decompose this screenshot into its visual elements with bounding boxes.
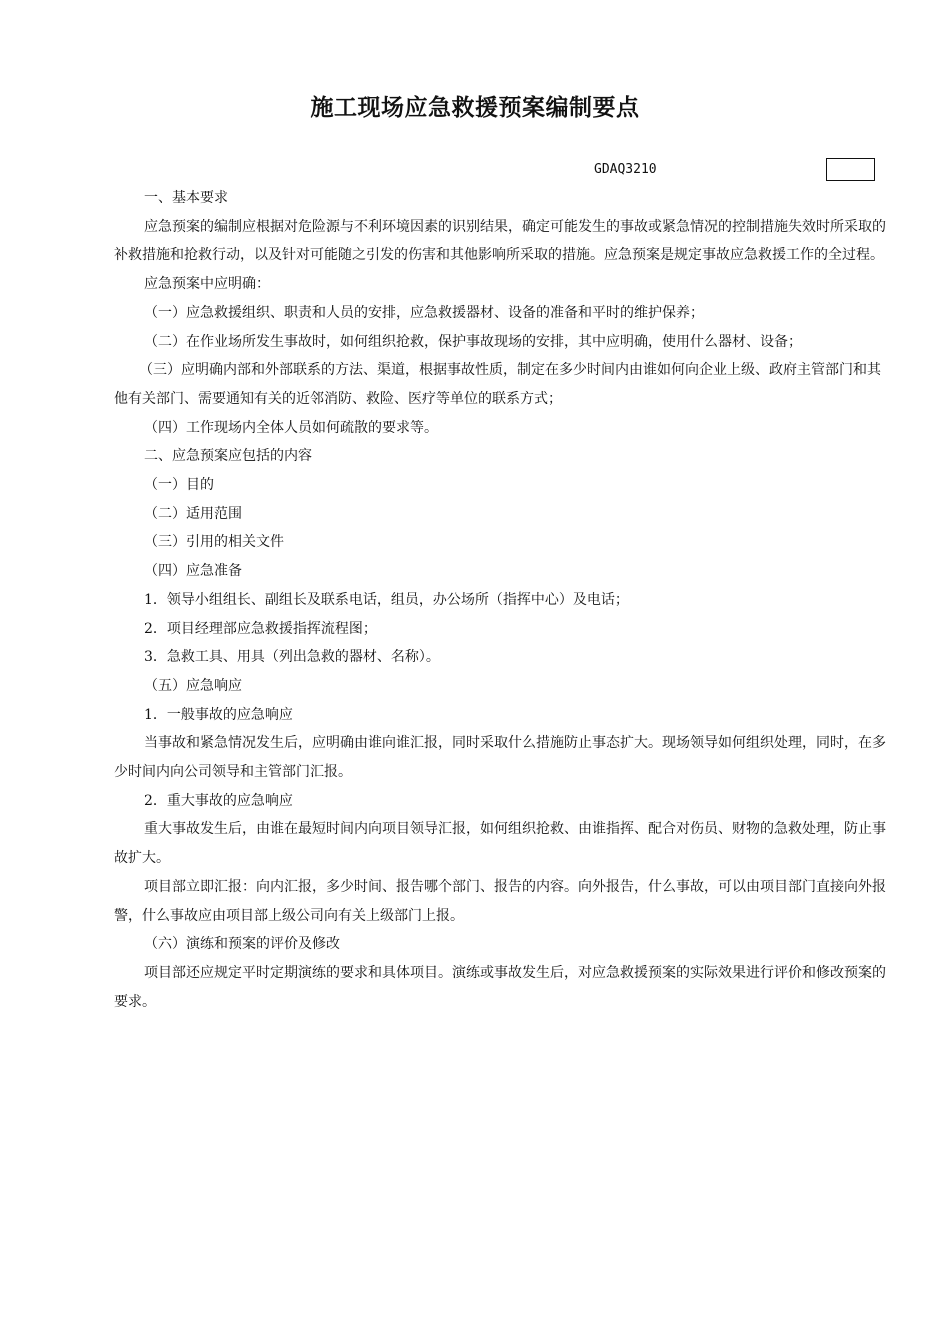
list-item: （一）应急救援组织、职责和人员的安排，应急救援器材、设备的准备和平时的维护保养； <box>144 304 704 321</box>
list-item: 3．急救工具、用具（列出急救的器材、名称）。 <box>144 649 440 666</box>
document-body <box>114 184 890 1016</box>
subsection-heading: （三）引用的相关文件 <box>144 534 284 551</box>
section-heading: 一、基本要求 <box>144 190 228 206</box>
document-code: GDAQ3210 <box>594 162 657 177</box>
paragraph: 重大事故发生后，由谁在最短时间内向项目领导汇报，如何组织抢救、由谁指挥、配合对伤员、财物的急救处理，防止事故扩大。 <box>114 821 886 867</box>
list-item: 1．一般事故的应急响应 <box>144 706 293 723</box>
subsection-heading: （一）目的 <box>144 477 214 494</box>
page-title: 施工现场应急救援预案编制要点 <box>310 95 640 121</box>
list-item: （二）在作业场所发生事故时，如何组织抢救，保护事故现场的安排，其中应明确，使用什么器材、设备； <box>144 333 802 350</box>
subsection-heading: （二）适用范围 <box>144 505 242 522</box>
paragraph: 应急预案的编制应根据对危险源与不利环境因素的识别结果，确定可能发生的事故或紧急情况的控制措施失效时所采取的补救措施和抢救行动，以及针对可能随之引发的伤害和其他影响所采取的措施。应急预案是规定事故应急救援工作的全过程。 <box>114 218 886 264</box>
list-item: 2．重大事故的应急响应 <box>144 792 293 809</box>
list-item: 2．项目经理部应急救援指挥流程图； <box>144 620 377 637</box>
subsection-heading: （六）演练和预案的评价及修改 <box>144 936 340 953</box>
subsection-heading: （五）应急响应 <box>144 677 242 694</box>
list-item: 1．领导小组组长、副组长及联系电话，组员，办公场所（指挥中心）及电话； <box>144 591 629 608</box>
list-item: （三）应明确内部和外部联系的方法、渠道，根据事故性质，制定在多少时间内由谁如何向企业上级、政府主管部门和其他有关部门、需要通知有关的近邻消防、救险、医疗等单位的联系方式； <box>114 362 881 407</box>
paragraph: 应急预案中应明确： <box>144 276 270 293</box>
paragraph: 项目部立即汇报：向内汇报，多少时间、报告哪个部门、报告的内容。向外报告，什么事故，可以由项目部门直接向外报警，什么事故应由项目部上级公司向有关上级部门上报。 <box>114 878 886 924</box>
paragraph: 当事故和紧急情况发生后，应明确由谁向谁汇报，同时采取什么措施防止事态扩大。现场领导如何组织处理，同时，在多少时间内向公司领导和主管部门汇报。 <box>114 735 886 781</box>
paragraph: 项目部还应规定平时定期演练的要求和具体项目。演练或事故发生后，对应急救援预案的实际效果进行评价和修改预案的要求。 <box>114 964 886 1010</box>
section-heading: 二、应急预案应包括的内容 <box>144 448 312 465</box>
subsection-heading: （四）应急准备 <box>144 563 242 580</box>
list-item: （四）工作现场内全体人员如何疏散的要求等。 <box>144 419 438 436</box>
code-box <box>826 158 875 181</box>
